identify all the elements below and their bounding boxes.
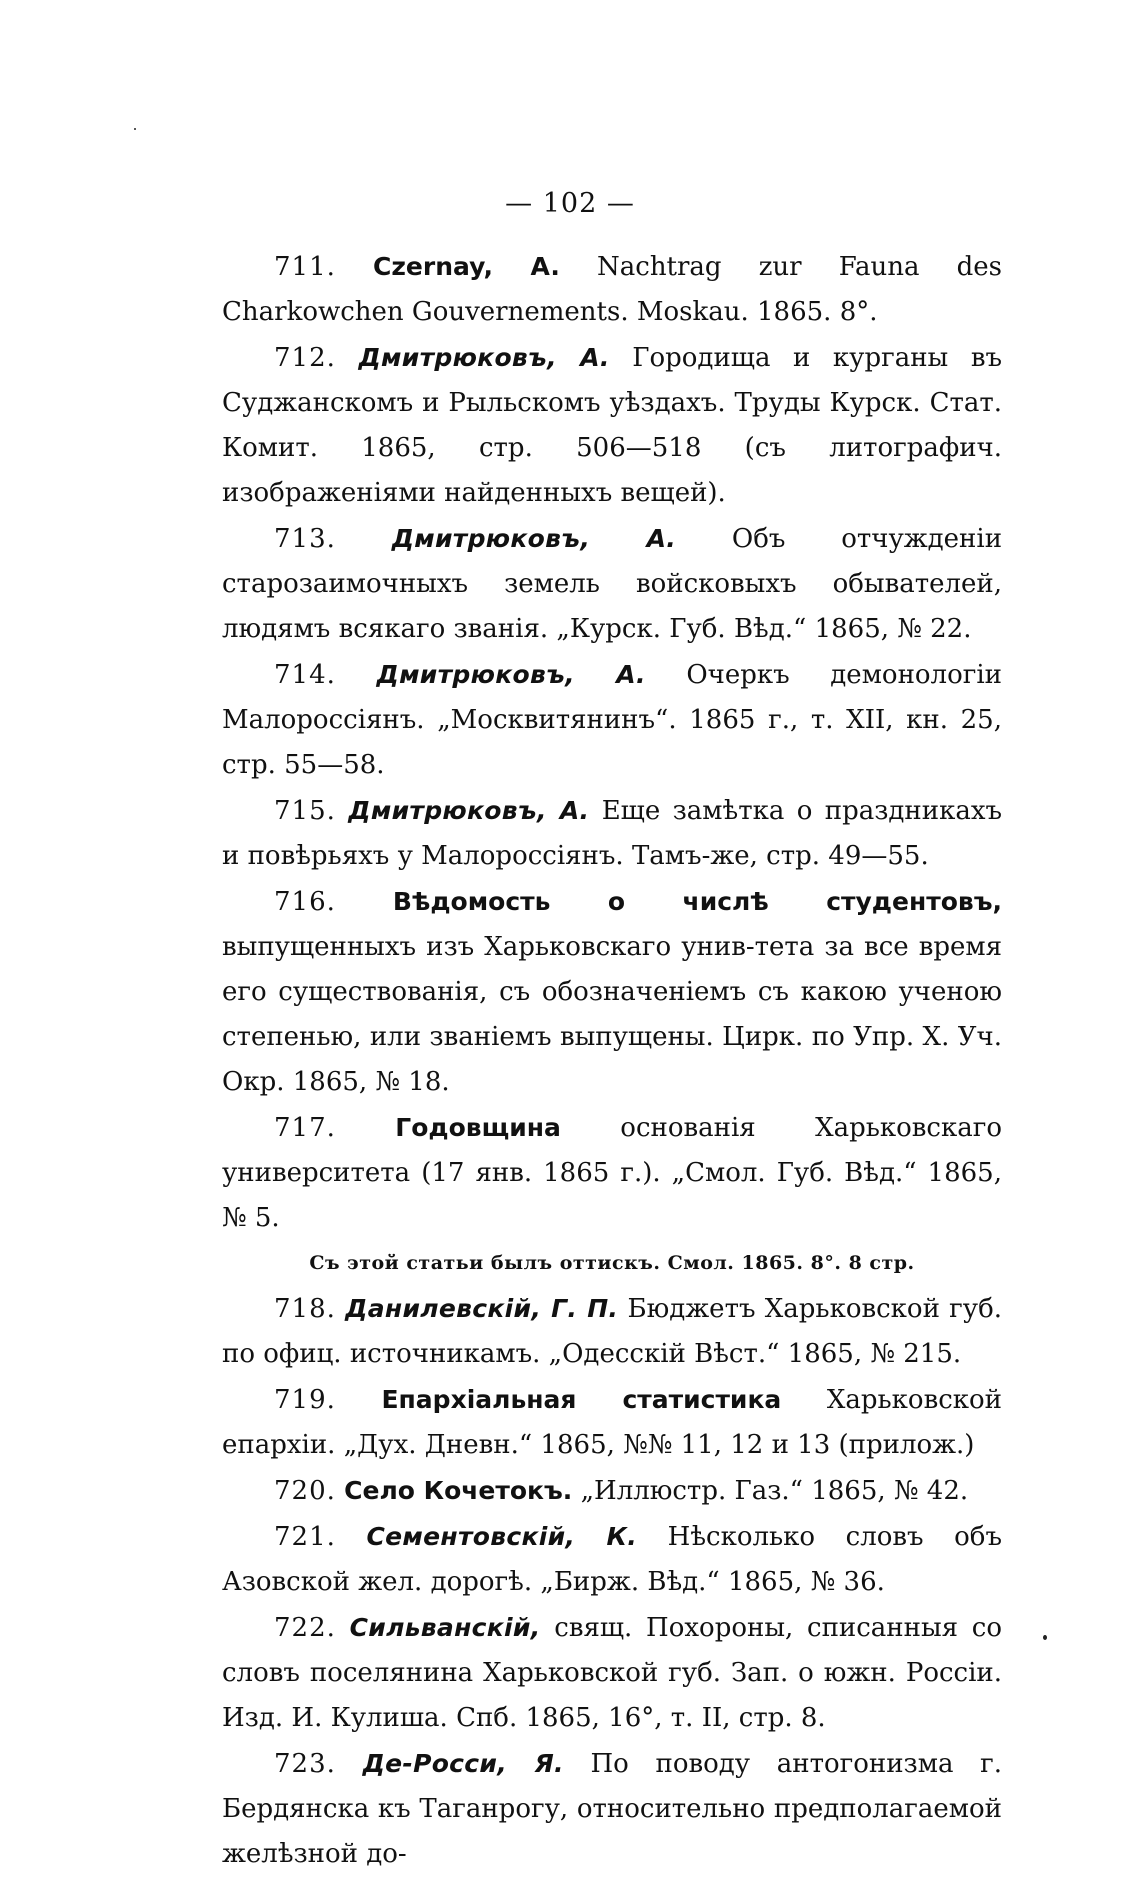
entry-number: 720. bbox=[274, 1476, 336, 1506]
entry-author: Дмитрюковъ, А. bbox=[391, 524, 677, 553]
entry-heading: Годовщина bbox=[395, 1113, 561, 1142]
entry-714 bbox=[222, 652, 1002, 788]
entry-author: Czernay, A. bbox=[373, 252, 560, 281]
entry-number: 715. bbox=[274, 796, 336, 826]
bibliography-list bbox=[222, 244, 1002, 1877]
print-speck bbox=[134, 128, 136, 130]
entry-number: 721. bbox=[274, 1522, 336, 1552]
entry-number: 713. bbox=[274, 524, 336, 554]
page-number: — 102 — bbox=[505, 188, 635, 219]
entry-heading: Вѣдомость о числѣ студентовъ, bbox=[392, 887, 1002, 916]
entry-heading: Епархіальная статистика bbox=[381, 1385, 782, 1414]
entry-text: свящ. Похороны, списанныя со словъ поселянина Харьковской губ. Зап. о южн. Россіи. Изд. И. Кулиша. Спб. 1865, 16°, т. II, стр. 8. bbox=[222, 1613, 1002, 1733]
entry-heading: Село Кочетокъ. bbox=[344, 1476, 573, 1505]
entry-number: 718. bbox=[274, 1294, 336, 1324]
entry-717-note: Съ этой статьи былъ оттискъ. Смол. 1865. 8°. 8 стр. bbox=[309, 1252, 915, 1274]
entry-text: основанія Харьковскаго университета (17 янв. 1865 г.). „Смол. Губ. Вѣд.“ 1865, № 5. bbox=[222, 1113, 1003, 1233]
entry-text: Городища и курганы въ Суджанскомъ и Рыльскомъ уѣздахъ. Труды Курск. Стат. Комит. 1865, стр. 506—518 (съ литографич. изображеніями найденныхъ вещей). bbox=[222, 343, 1003, 508]
entry-text: Очеркъ демонологіи Малороссіянъ. „Москвитянинъ“. 1865 г., т. XII, кн. 25, стр. 55—58. bbox=[222, 660, 1002, 780]
entry-text: „Иллюстр. Газ.“ 1865, № 42. bbox=[580, 1476, 969, 1506]
entry-text: Бюджетъ Харьковской губ. по офиц. источникамъ. „Одесскій Вѣст.“ 1865, № 215. bbox=[222, 1294, 1003, 1369]
entry-author: Дмитрюковъ, А. bbox=[348, 796, 590, 825]
entry-723 bbox=[222, 1741, 1002, 1877]
entry-text: По поводу антогонизма г. Бердянска къ Таганрогу, относительно предполагаемой желѣзной до- bbox=[222, 1749, 1003, 1869]
entry-text: Нѣсколько словъ объ Азовской жел. дорогѣ. „Бирж. Вѣд.“ 1865, № 36. bbox=[222, 1522, 1003, 1597]
entry-717 bbox=[222, 1105, 1002, 1241]
entry-711 bbox=[222, 244, 1002, 335]
entry-719 bbox=[222, 1377, 1002, 1468]
entry-number: 722. bbox=[274, 1613, 336, 1643]
entry-number: 716. bbox=[274, 887, 336, 917]
entry-author: Сементовскій, К. bbox=[366, 1522, 638, 1551]
entry-number: 712. bbox=[274, 343, 336, 373]
entry-author: Данилевскій, Г. П. bbox=[345, 1294, 619, 1323]
entry-number: 719. bbox=[274, 1385, 336, 1415]
entry-text: выпущенныхъ изъ Харьковскаго унив-тета за все время его существованія, съ обозначеніемъ съ какою ученою степенью, или званіемъ выпущены. Цирк. по Упр. Х. Уч. Окр. 1865, № 18. bbox=[222, 932, 1002, 1097]
entry-722 bbox=[222, 1605, 1002, 1741]
entry-number: 723. bbox=[274, 1749, 336, 1779]
entry-text: Nachtrag zur Fauna des Charkowchen Gouvernements. Moskau. 1865. 8°. bbox=[222, 252, 1003, 327]
entry-720 bbox=[222, 1468, 1002, 1514]
entry-721 bbox=[222, 1514, 1002, 1605]
entry-718 bbox=[222, 1286, 1002, 1377]
entry-author: Сильванскій, bbox=[349, 1613, 541, 1642]
entry-716 bbox=[222, 879, 1002, 1105]
entry-712 bbox=[222, 335, 1002, 516]
entry-text: Еще замѣтка о праздникахъ и повѣрьяхъ у Малороссіянъ. Тамъ-же, стр. 49—55. bbox=[222, 796, 1003, 871]
entry-number: 714. bbox=[274, 660, 336, 690]
entry-number: 711. bbox=[274, 252, 336, 282]
entry-author: Дмитрюковъ, А. bbox=[376, 660, 646, 689]
entry-715 bbox=[222, 788, 1002, 879]
entry-author: Де-Росси, Я. bbox=[362, 1749, 564, 1778]
entry-713 bbox=[222, 516, 1002, 652]
entry-author: Дмитрюковъ, А. bbox=[358, 343, 610, 372]
entry-number: 717. bbox=[274, 1113, 336, 1143]
print-speck bbox=[1043, 1635, 1047, 1640]
entry-text: Объ отчужденіи старозаимочныхъ земель войсковыхъ обывателей, людямъ всякаго званія. „Курск. Губ. Вѣд.“ 1865, № 22. bbox=[222, 524, 1003, 644]
entry-text: Харьковской епархіи. „Дух. Дневн.“ 1865, №№ 11, 12 и 13 (прилож.) bbox=[222, 1385, 1003, 1460]
